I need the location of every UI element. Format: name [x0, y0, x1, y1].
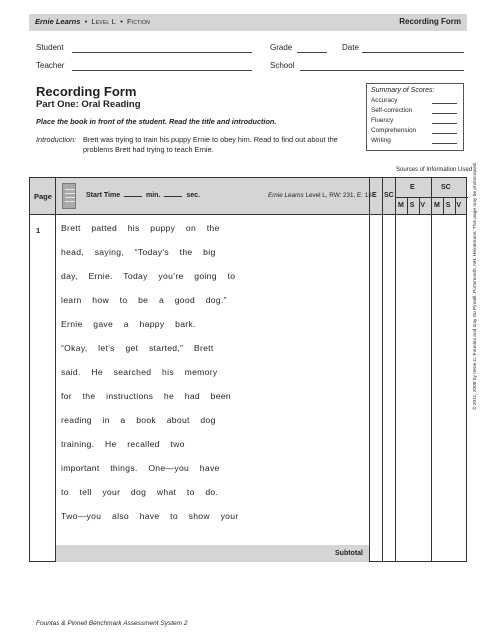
summary-row-fluency: Fluency [371, 116, 459, 126]
book-icon [62, 183, 76, 209]
header-series-title: Ernie Learns [35, 17, 81, 26]
sc-column-header: SC [384, 192, 394, 199]
summary-row-comprehension: Comprehension [371, 126, 459, 136]
sources-of-information-label: Sources of Information Used [396, 167, 473, 173]
story-line: head, saying, “Today’s the big [61, 247, 216, 257]
msv-header-divider [395, 197, 468, 198]
student-field[interactable] [72, 52, 252, 53]
grade-label: Grade [270, 43, 293, 52]
story-line: day, Ernie. Today you’re going to [61, 271, 236, 281]
story-line: reading in a book about dog [61, 415, 216, 425]
sc-column-divider [395, 178, 396, 562]
recording-table [29, 177, 467, 562]
page-column-divider [55, 178, 56, 562]
story-line: important things. One—you have [61, 463, 220, 473]
student-label: Student [36, 43, 64, 52]
section-title: Part One: Oral Reading [36, 99, 141, 110]
summary-row-accuracy: Accuracy [371, 96, 459, 106]
copyright-notice: © 2011, 2008 by Irene C. Fountas and Gay Su Pinnell. Portsmouth, NH: Heinemann. This page may be photocopied. [473, 162, 478, 410]
story-line: to tell your dog what to do. [61, 487, 219, 497]
fluency-field[interactable] [432, 123, 457, 124]
teacher-field[interactable] [72, 70, 252, 71]
msv-e-header: E [410, 184, 415, 191]
story-line: training. He recalled two [61, 439, 185, 449]
book-level-text: Level L, RW: 231, E: 13 [305, 192, 372, 199]
book-title: Ernie Learns [268, 192, 304, 199]
story-line: “Okay, let’s get started,” Brett [61, 343, 214, 353]
footer-text: Fountas & Pinnell Benchmark Assessment System 2 [36, 620, 188, 627]
story-line: Brett patted his puppy on the [61, 223, 220, 233]
story-line: Ernie gave a happy bark. [61, 319, 196, 329]
instruction-text: Place the book in front of the student. Read the title and introduction. [36, 117, 277, 126]
msv-e-letters: M S V [398, 202, 426, 209]
text-column-divider [369, 178, 370, 562]
school-label: School [270, 61, 295, 70]
summary-row-self-correction: Self-correction [371, 106, 459, 116]
msv-sc-letters: M S V [434, 202, 462, 209]
header-form-name: Recording Form [399, 17, 461, 26]
self-correction-field[interactable] [432, 113, 457, 114]
page-column-header: Page [34, 192, 52, 201]
summary-of-scores-box [366, 83, 464, 151]
msv-sc-header: SC [441, 184, 451, 191]
msv-group-divider [431, 178, 432, 562]
subtotal-label: Subtotal [335, 550, 363, 557]
story-line: Two—you also have to show your [61, 511, 239, 521]
comprehension-field[interactable] [432, 133, 457, 134]
date-label: Date [342, 43, 359, 52]
seconds-label: sec. [186, 192, 200, 199]
header-bar [29, 14, 467, 31]
e-column-divider [382, 178, 383, 562]
minutes-label: min. [146, 192, 161, 199]
book-level-info [268, 192, 372, 199]
start-seconds-field[interactable] [164, 196, 182, 197]
page-title: Recording Form [36, 84, 137, 99]
writing-field[interactable] [432, 143, 457, 144]
story-line: said. He searched his memory [61, 367, 218, 377]
header-genre: Fiction [127, 17, 150, 26]
start-time-label: Start Time [86, 192, 121, 199]
school-field[interactable] [300, 70, 464, 71]
accuracy-field[interactable] [432, 103, 457, 104]
grade-field[interactable] [297, 52, 327, 53]
summary-row-writing: Writing [371, 136, 459, 146]
start-minutes-field[interactable] [124, 196, 142, 197]
story-line: learn how to be a good dog.” [61, 295, 227, 305]
story-line: for the instructions he had been [61, 391, 231, 401]
date-field[interactable] [362, 52, 464, 53]
introduction-text: Brett was trying to train his puppy Ernie to obey him. Read to find out about the problems Brett had trying to teach Ernie. [83, 135, 338, 154]
teacher-label: Teacher [36, 61, 65, 70]
start-time-field [86, 192, 200, 199]
introduction-label: Introduction: [36, 135, 77, 144]
header-level: Level L [91, 17, 117, 26]
e-column-header: E [372, 192, 377, 199]
summary-heading: Summary of Scores: [371, 87, 435, 94]
subtotal-row [56, 545, 369, 562]
page-number: 1 [36, 226, 41, 235]
header-book-info: Ernie Learns • Level L • Fiction [35, 17, 150, 26]
